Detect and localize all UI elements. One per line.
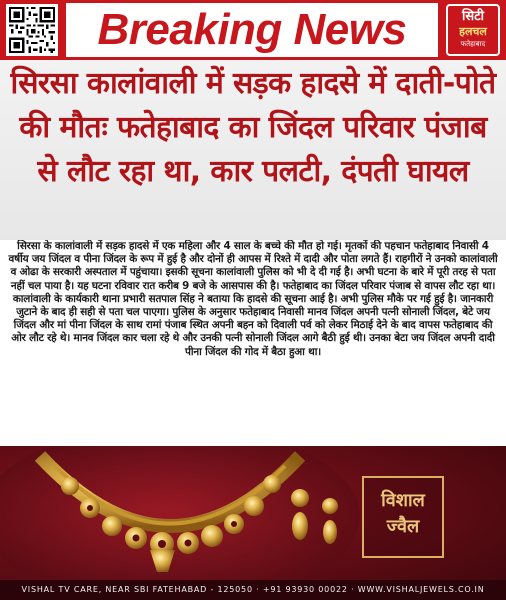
breaking-news-title: Breaking News (66, 3, 438, 57)
jewellery-advertisement (0, 446, 506, 600)
brand-line-1: विशाल (381, 490, 425, 511)
article-body: सिरसा के कालांवाली में सड़क हादसे में एक महिला और 4 साल के बच्चे की मौत हो गई। मृतकों की पहचान फतेहाबाद निवासी 4 वर्षीय जय जिंदल व पीना जिंदल के रूप में हुई है और दोनों ही आपस में रिश्ते में दादी और पोता लगते हैं। राहगीरों ने उनको कालांवाली व ओढा के सरकारी अस्पताल में पहुंचाया। इसकी सूचना कालांवाली पुलिस को भी दे दी गई है। अभी घटना के बारे में पूरी तरह से पता नहीं चल पाया है। यह घटना रविवार रात करीब 9 बजे के आसपास की है। फतेहाबाद का जिंदल परिवार पंजाब से वापस लौट रहा था। कालांवाली के कार्यकारी थाना प्रभारी सतपाल सिंह ने बताया कि हादसे की सूचना आई है। अभी पुलिस मौके पर गई हुई है। जानकारी जुटाने के बाद ही सही से पता चल पाएगा। पुलिस के अनुसार फतेहाबाद निवासी मानव जिंदल अपनी पत्नी सोनाली जिंदल, बेटे जय जिंदल और मां पीना जिंदल के साथ रामां पंजाब स्थित अपनी बहन को दिवाली पर्व को लेकर मिठाई देने के बाद वापस फतेहाबाद की ओर लौट रहे थे। मानव जिंदल कार चला रहे थे और उनकी पत्नी सोनाली जिंदल आगे बैठी हुई थी। उनका बेटा जय जिंदल अपनी दादी पीना जिंदल की गोद में बैठा हुआ था। (8, 240, 498, 358)
city-halchal-logo (446, 4, 500, 56)
logo-line-2: हलचल (459, 25, 487, 38)
vishal-jewels-logo (362, 476, 444, 558)
headline: सिरसा कालांवाली में सड़क हादसे में दाती-पोते की मौतः फतेहाबाद का जिंदल परिवार पंजाब से लौट रहा था, कार पलटी, दंपती घायल (10, 66, 496, 189)
brand-line-2: ज्वैल (386, 516, 420, 537)
logo-line-1: सिटी (461, 9, 485, 24)
header-bar (0, 0, 506, 60)
logo-line-3: फतेहाबाद (460, 40, 486, 48)
ad-footer-contact: VISHAL TV CARE, NEAR SBI FATEHABAD - 125050 · +91 93930 00022 · WWW.VISHALJEWELS.CO.IN (0, 580, 506, 600)
qr-code (6, 4, 58, 56)
headline-section (0, 60, 506, 240)
